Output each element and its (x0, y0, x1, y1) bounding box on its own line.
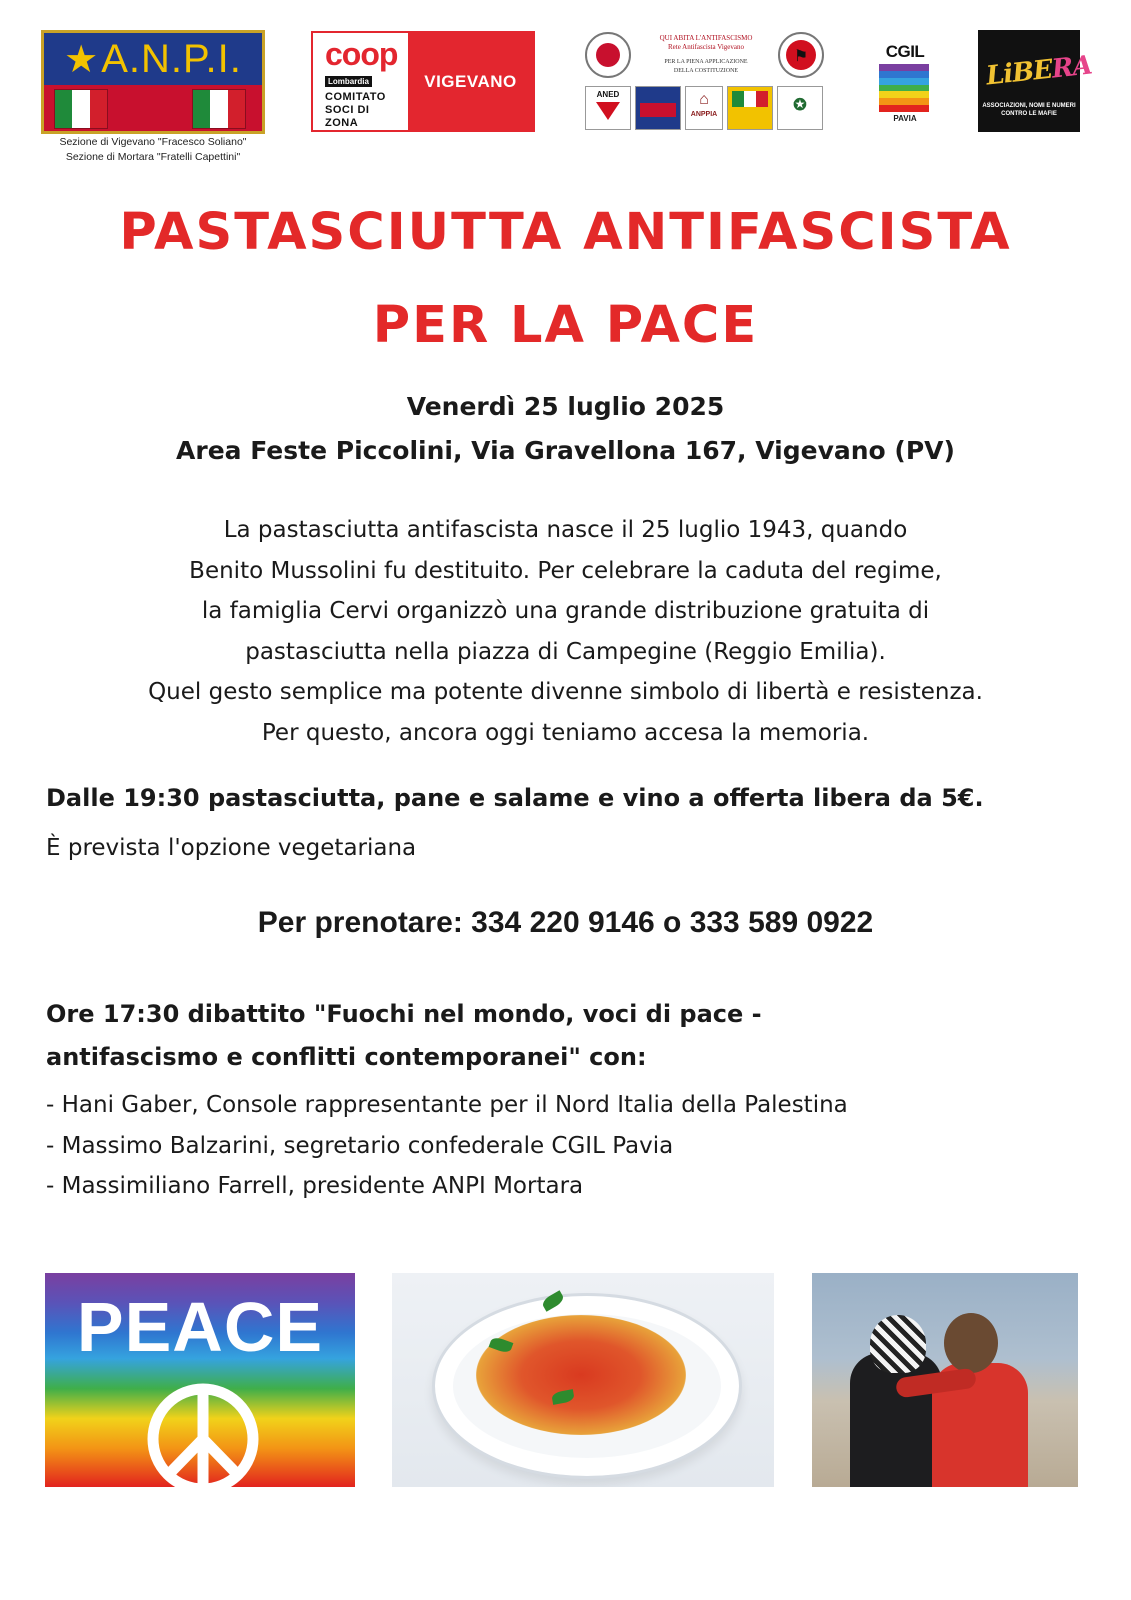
anpi-logo (41, 30, 265, 134)
aned-logo: ANED (585, 86, 631, 130)
keffiyeh (870, 1315, 926, 1373)
coordinamento-logo (777, 86, 823, 130)
italian-flag-icon (192, 89, 246, 129)
intro-line: Quel gesto semplice ma potente divenne simbolo di libertà e resistenza. (148, 679, 983, 705)
event-place: Area Feste Piccolini, Via Gravellona 167, Vigevano (PV) (176, 436, 955, 465)
coop-wordmark: coop (325, 36, 398, 72)
speaker-item: - Hani Gaber, Console rappresentante per il Nord Italia della Palestina (46, 1092, 848, 1118)
anpi-section-vigevano: Sezione di Vigevano "Fracesco Soliano" (59, 136, 247, 148)
anpi-flags (44, 85, 262, 131)
event-title-line2: PER LA PACE (372, 296, 759, 355)
coop-city: VIGEVANO (408, 33, 533, 130)
two-boys-embracing-image (812, 1273, 1078, 1487)
intro-line: pastasciutta nella piazza di Campegine (Reggio Emilia). (245, 638, 886, 665)
apc-logo (727, 86, 773, 130)
italian-flag-icon (54, 89, 108, 129)
coop-comitato: COMITATO SOCI DI ZONA (325, 91, 386, 129)
event-title: PASTASCIUTTA ANTIFASCISTA (119, 203, 1012, 262)
speaker-item: - Massimo Balzarini, segretario confederale CGIL Pavia (46, 1133, 674, 1159)
red-band (120, 89, 174, 129)
cgil-wordmark: CGIL (885, 42, 925, 61)
rainbow-bars (879, 64, 929, 112)
intro-line: La pastasciutta antifascista nasce il 25 luglio 1943, quando (223, 517, 908, 543)
intro-line: la famiglia Cervi organizzò una grande distribuzione gratuita di (201, 598, 930, 624)
peace-sign-icon (147, 1383, 259, 1487)
cgil-logo (879, 42, 931, 122)
anpi-mini-logo (635, 86, 681, 130)
peace-word: PEACE (76, 1288, 324, 1366)
anpi-sections (30, 135, 276, 165)
tower-icon: ⌂ (699, 91, 709, 108)
libera-wordmark: LiBERA (984, 50, 1094, 92)
intro-line: Benito Mussolini fu destituito. Per celebrare la caduta del regime, (189, 557, 942, 584)
vegetarian-note: È prevista l'opzione vegetariana (46, 835, 417, 861)
peace-flag-image (45, 1273, 355, 1487)
booking-phones: Per prenotare: 334 220 9146 o 333 589 0922 (257, 906, 874, 939)
cgil-city: PAVIA (893, 114, 917, 123)
emblem-icon: ✪ (793, 97, 807, 114)
anpi-logo-text: A.N.P.I. (101, 36, 242, 81)
coop-region: Lombardia (325, 76, 372, 87)
event-date: Venerdì 25 luglio 2025 (406, 392, 725, 421)
triangle-icon (596, 102, 620, 120)
rete-text: QUI ABITA L'ANTIFASCISMO Rete Antifascista Vigevano PER LA PIENA APPLICAZIONE DELLA COSTITUZIONE (659, 34, 753, 74)
pasta-plate-image (392, 1273, 774, 1487)
rete-antifascista-logo (585, 30, 828, 133)
antifa-flag-icon: ⚑ (778, 32, 824, 78)
debate-title: Ore 17:30 dibattito "Fuochi nel mondo, voci di pace - (46, 1000, 762, 1028)
speaker-item: - Massimiliano Farrell, presidente ANPI Mortara (46, 1173, 584, 1199)
intro-paragraph (20, 510, 1111, 753)
anpi-section-mortara: Sezione di Mortara "Fratelli Capettini" (65, 151, 241, 163)
spaghetti-tomato (476, 1315, 686, 1435)
libera-subtitle: ASSOCIAZIONI, NOMI E NUMERI CONTRO LE MAFIE (982, 103, 1076, 117)
debate-title-line2: antifascismo e conflitti contemporanei" con: (46, 1043, 647, 1071)
coop-logo (311, 31, 535, 132)
star-icon: ★ (64, 38, 100, 81)
libera-logo (978, 30, 1094, 132)
head-with-kippah (944, 1313, 998, 1373)
intro-line: Per questo, ancora oggi teniamo accesa la memoria. (261, 719, 870, 746)
rose-icon (585, 32, 631, 78)
anppia-logo: ⌂ ANPPIA (685, 86, 723, 130)
menu-info: Dalle 19:30 pastasciutta, pane e salame e vino a offerta libera da 5€. (46, 784, 984, 812)
